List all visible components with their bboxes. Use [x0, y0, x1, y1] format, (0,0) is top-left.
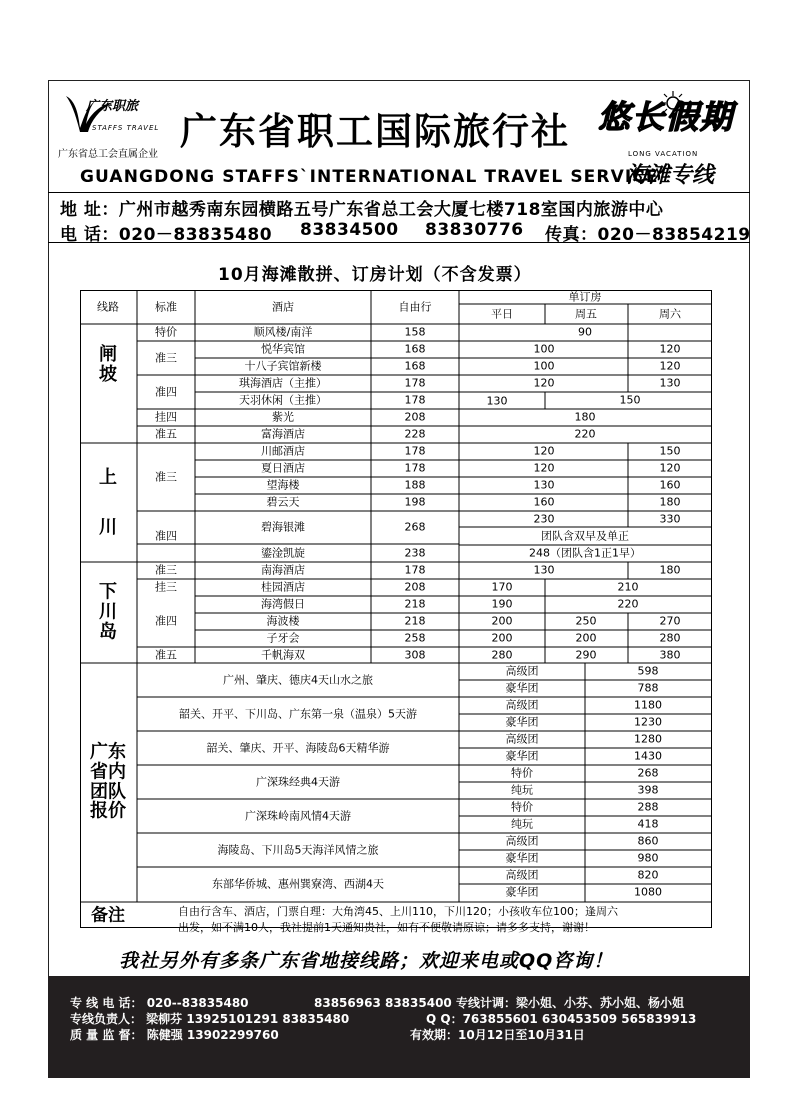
remark-label: 备注 — [91, 905, 125, 926]
room-price: 120 — [533, 444, 555, 458]
header-saturday: 周六 — [659, 307, 681, 321]
hotel-name: 子牙会 — [266, 631, 300, 645]
hotel-name: 鎏淦凯旋 — [261, 546, 305, 560]
room-price: 250 — [575, 614, 597, 628]
room-price: 380 — [659, 648, 681, 662]
standard: 挂三 — [155, 580, 177, 594]
free-price: 158 — [404, 325, 426, 339]
header-weekday: 平日 — [491, 307, 513, 321]
tour-name: 海陵岛、下川岛5天海洋风情之旅 — [217, 843, 379, 857]
tour-name: 广深珠经典4天游 — [256, 775, 340, 789]
footer-line-2b: Q Q：763855601 630453509 565839913 — [426, 1012, 697, 1026]
group-xiachuan: 下 川 岛 — [99, 581, 117, 642]
brand-long-vacation: LONG VACATION — [628, 150, 699, 158]
free-price: 178 — [404, 444, 426, 458]
tour-tier: 高级团 — [505, 868, 539, 882]
tour-tier: 纯玩 — [511, 817, 533, 831]
hotel-name: 碧海银滩 — [261, 520, 305, 534]
room-price: 120 — [659, 359, 681, 373]
room-price: 150 — [619, 393, 641, 407]
header-single-room: 单订房 — [568, 290, 602, 304]
header-standard: 标准 — [155, 300, 177, 314]
room-price: 190 — [491, 597, 513, 611]
slogan: 我社另外有多条广东省地接线路；欢迎来电或QQ咨询！ — [119, 950, 614, 972]
english-name: GUANGDONG STAFFS`INTERNATIONAL TRAVEL SERVICE — [80, 167, 659, 187]
remark-line-1: 自由行含车、酒店，门票自理：大角湾45、上川110，下川120；小孩收车位100；逢周六 — [178, 905, 618, 918]
tour-tier: 特价 — [511, 800, 533, 814]
hotel-name: 望海楼 — [266, 478, 300, 492]
tour-tier: 豪华团 — [505, 885, 539, 899]
standard: 准四 — [155, 529, 177, 543]
tour-tier: 豪华团 — [505, 749, 539, 763]
room-price: 120 — [659, 342, 681, 356]
parent-org: 广东省总工会直属企业 — [58, 149, 158, 160]
tour-price: 860 — [637, 834, 659, 848]
footer-line-2a: 专线负责人： 梁柳芬 13925101291 83835480 — [70, 1012, 350, 1026]
hotel-name: 富海酒店 — [261, 427, 305, 441]
tour-price: 1080 — [634, 885, 662, 899]
hotel-name: 十八子宾馆新楼 — [244, 359, 322, 373]
room-price: 280 — [491, 648, 513, 662]
standard: 准三 — [155, 563, 177, 577]
fax: 传真：020－83854219 — [545, 225, 751, 245]
tour-price: 288 — [637, 800, 659, 814]
logo-english: STAFFS TRAVEL — [92, 124, 160, 132]
footer-bar — [48, 976, 750, 1078]
free-price: 308 — [404, 648, 426, 662]
room-price: 160 — [533, 495, 555, 509]
free-price: 208 — [404, 410, 426, 424]
footer-line-1b: 83856963 83835400 专线计调：梁小姐、小芬、苏小姐、杨小姐 — [314, 996, 684, 1010]
hotel-name: 顺风楼/南洋 — [253, 325, 313, 339]
free-price: 178 — [404, 376, 426, 390]
logo-name: 广东职旅 — [86, 99, 139, 114]
room-price: 130 — [659, 376, 681, 390]
tour-price: 1430 — [634, 749, 662, 763]
tour-tier: 高级团 — [505, 834, 539, 848]
room-price: 200 — [575, 631, 597, 645]
room-price: 180 — [659, 495, 681, 509]
room-note: 团队含双早及单正 — [541, 529, 629, 543]
tour-price: 1230 — [634, 715, 662, 729]
footer-line-1a: 专 线 电 话： 020--83835480 — [70, 996, 249, 1010]
standard: 准五 — [155, 427, 177, 441]
room-price: 200 — [491, 614, 513, 628]
room-price: 180 — [659, 563, 681, 577]
room-price: 210 — [617, 580, 639, 594]
standard: 准四 — [155, 385, 177, 399]
room-price: 270 — [659, 614, 681, 628]
tour-price: 598 — [637, 664, 659, 678]
address: 地 址：广州市越秀南东园横路五号广东省总工会大厦七楼718室国内旅游中心 — [60, 200, 664, 220]
tour-price: 398 — [637, 783, 659, 797]
phone: 电 话：020－83835480 — [60, 225, 273, 245]
tour-name: 韶关、开平、下川岛、广东第一泉（温泉）5天游 — [179, 707, 417, 721]
free-price: 168 — [404, 359, 426, 373]
room-price: 130 — [533, 478, 555, 492]
free-price: 238 — [404, 546, 426, 560]
hotel-name: 千帆海双 — [261, 648, 305, 662]
hotel-name: 川邮酒店 — [261, 444, 305, 458]
price-table — [80, 290, 712, 934]
room-price: 90 — [578, 325, 592, 339]
hotel-name: 碧云天 — [266, 495, 300, 509]
tour-price: 980 — [637, 851, 659, 865]
tour-tier: 豪华团 — [505, 681, 539, 695]
hotel-name: 海湾假日 — [261, 597, 305, 611]
free-price: 268 — [404, 520, 426, 534]
free-price: 218 — [404, 597, 426, 611]
room-price: 150 — [659, 444, 681, 458]
room-price: 290 — [575, 648, 597, 662]
remark-line-2: 出发，如不满10人，我社提前1天通知贵社，如有不便敬请原谅；请多多支持，谢谢！ — [178, 921, 595, 934]
room-price: 170 — [491, 580, 513, 594]
standard: 准三 — [155, 470, 177, 484]
standard: 准三 — [155, 351, 177, 365]
free-price: 188 — [404, 478, 426, 492]
divider — [48, 242, 750, 243]
free-price: 178 — [404, 393, 426, 407]
tour-name: 东部华侨城、惠州巽寮湾、西湖4天 — [212, 877, 384, 891]
brand-holiday: 悠长假期 — [598, 98, 735, 136]
tour-price: 820 — [637, 868, 659, 882]
free-price: 228 — [404, 427, 426, 441]
room-price: 220 — [617, 597, 639, 611]
free-price: 168 — [404, 342, 426, 356]
group-zhapo: 闸 坡 — [99, 344, 117, 385]
hotel-name: 夏日酒店 — [261, 461, 305, 475]
divider — [48, 192, 750, 193]
phone-2: 83834500 — [300, 220, 399, 240]
standard: 特价 — [155, 325, 177, 339]
room-price: 248（团队含1正1早） — [529, 546, 641, 560]
tour-price: 268 — [637, 766, 659, 780]
phone-3: 83830776 — [425, 220, 524, 240]
tour-name: 广深珠岭南风情4天游 — [245, 809, 351, 823]
header-friday: 周五 — [575, 307, 597, 321]
hotel-name: 南海酒店 — [261, 563, 305, 577]
header-route: 线路 — [97, 300, 119, 314]
room-price: 120 — [659, 461, 681, 475]
room-price: 220 — [574, 427, 596, 441]
standard: 准五 — [155, 648, 177, 662]
tour-price: 418 — [637, 817, 659, 831]
room-price: 230 — [533, 512, 555, 526]
room-price: 100 — [533, 342, 555, 356]
room-price: 130 — [486, 394, 508, 408]
free-price: 198 — [404, 495, 426, 509]
room-price: 330 — [659, 512, 681, 526]
room-price: 120 — [533, 376, 555, 390]
hotel-name: 海波楼 — [266, 614, 300, 628]
hotel-name: 桂园酒店 — [261, 580, 305, 594]
group-shangchuan-2: 川 — [99, 517, 117, 539]
group-domestic-tours: 广东 省内 团队 报价 — [90, 741, 126, 822]
hotel-name: 悦华宾馆 — [261, 342, 305, 356]
room-price: 120 — [533, 461, 555, 475]
tour-tier: 高级团 — [505, 664, 539, 678]
standard: 挂四 — [155, 410, 177, 424]
room-price: 160 — [659, 478, 681, 492]
tour-price: 788 — [637, 681, 659, 695]
free-price: 208 — [404, 580, 426, 594]
tour-price: 1180 — [634, 698, 662, 712]
tour-tier: 豪华团 — [505, 715, 539, 729]
brand-beach-line: 海滩专线 — [626, 163, 715, 188]
room-price: 180 — [574, 410, 596, 424]
hotel-name: 紫光 — [272, 410, 294, 424]
plan-title: 10月海滩散拼、订房计划（不含发票） — [218, 265, 532, 285]
hotel-name: 琪海酒店（主推） — [239, 376, 327, 390]
free-price: 258 — [404, 631, 426, 645]
header-free-travel: 自由行 — [398, 300, 432, 314]
room-price: 130 — [533, 563, 555, 577]
free-price: 178 — [404, 461, 426, 475]
tour-name: 广州、肇庆、德庆4天山水之旅 — [223, 673, 373, 687]
free-price: 178 — [404, 563, 426, 577]
tour-tier: 特价 — [511, 766, 533, 780]
group-shangchuan-1: 上 — [99, 467, 117, 489]
room-price: 200 — [491, 631, 513, 645]
tour-tier: 纯玩 — [511, 783, 533, 797]
free-price: 218 — [404, 614, 426, 628]
footer-line-3b: 有效期：10月12日至10月31日 — [410, 1028, 585, 1042]
room-price: 100 — [533, 359, 555, 373]
company-title: 广东省职工国际旅行社 — [180, 110, 570, 153]
tour-price: 1280 — [634, 732, 662, 746]
tour-tier: 高级团 — [505, 698, 539, 712]
tour-name: 韶关、肇庆、开平、海陵岛6天精华游 — [206, 741, 390, 755]
tour-tier: 豪华团 — [505, 851, 539, 865]
header-hotel: 酒店 — [272, 300, 294, 314]
standard: 准四 — [155, 614, 177, 628]
tour-tier: 高级团 — [505, 732, 539, 746]
hotel-name: 天羽休闲（主推） — [239, 393, 327, 407]
room-price: 280 — [659, 631, 681, 645]
footer-line-3a: 质 量 监 督： 陈健强 13902299760 — [70, 1028, 279, 1042]
